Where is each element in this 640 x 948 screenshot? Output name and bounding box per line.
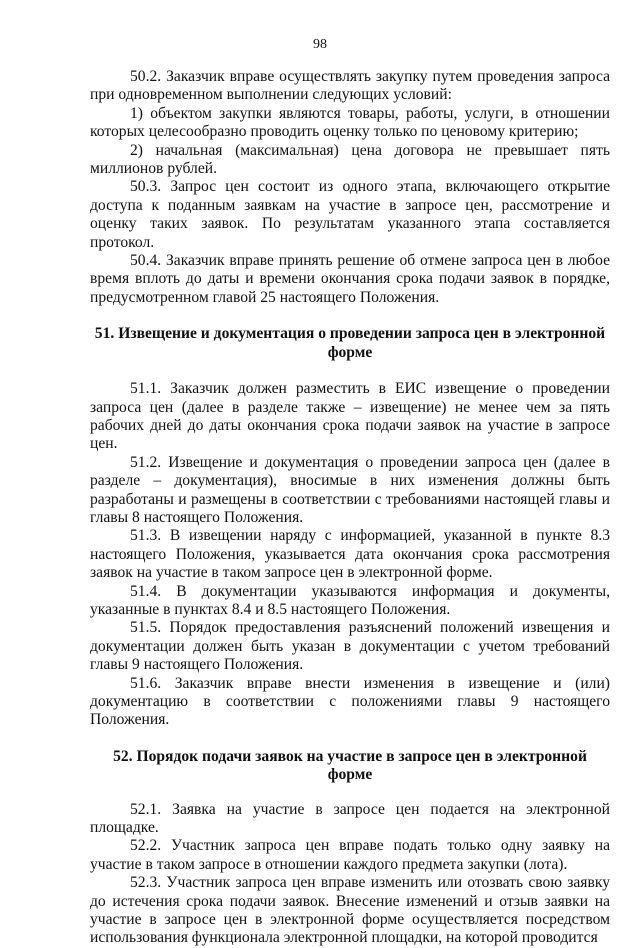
paragraph-51-5: 51.5. Порядок предоставления разъяснений положений извещения и документации должен быть указан в документации с учетом требований главы 9 настоящего Положения.	[90, 619, 610, 674]
paragraph-51-2: 51.2. Извещение и документация о проведении запроса цен (далее в разделе – документация), вносимые в них изменения должны быть разработаны и размещены в соответствии с требованиями настоящей главы и главы 8 настоящего Положения.	[90, 453, 610, 526]
paragraph-52-2: 52.2. Участник запроса цен вправе подать только одну заявку на участие в таком запросе в отношении каждого предмета закупки (лота).	[90, 837, 610, 873]
paragraph-51-6: 51.6. Заказчик вправе внести изменения в извещение и (или) документацию в соответствии с положениями главы 9 настоящего Положения.	[90, 674, 610, 729]
paragraph-50-3: 50.3. Запрос цен состоит из одного этапа, включающего открытие доступа к поданным заявкам на участие в запросе цен, рассмотрение и оценку таких заявок. По результатам указанного этапа составляется протокол.	[90, 178, 610, 251]
section-heading-51: 51. Извещение и документация о проведении запроса цен в электронной форме	[94, 325, 606, 361]
paragraph-51-3: 51.3. В извещении наряду с информацией, указанной в пункте 8.3 настоящего Положения, указывается дата окончания срока рассмотрения заявок на участие в таком запросе цен в электронной форме.	[90, 527, 610, 582]
paragraph-50-2-condition-1: 1) объектом закупки являются товары, работы, услуги, в отношении которых целесообразно проводить оценку только по ценовому критерию;	[90, 104, 610, 141]
paragraph-50-4: 50.4. Заказчик вправе принять решение об отмене запроса цен в любое время вплоть до даты и времени окончания срока подачи заявок в порядке, предусмотренном главой 25 настоящего Положения.	[90, 252, 610, 306]
paragraph-51-1: 51.1. Заказчик должен разместить в ЕИС извещение о проведении запроса цен (далее в разделе также – извещение) не менее чем за пять рабочих дней до даты окончания срока подачи заявок на участие в запросе цен.	[90, 380, 610, 453]
paragraph-50-2: 50.2. Заказчик вправе осуществлять закупку путем проведения запроса при одновременном выполнении следующих условий:	[90, 68, 610, 104]
document-body	[90, 68, 610, 948]
section-heading-52: 52. Порядок подачи заявок на участие в запросе цен в электронной форме	[113, 747, 587, 784]
page-number: 98	[313, 37, 327, 52]
paragraph-51-4: 51.4. В документации указываются информация и документы, указанные в пунктах 8.4 и 8.5 настоящего Положения.	[90, 582, 610, 618]
paragraph-52-3: 52.3. Участник запроса цен вправе изменить или отозвать свою заявку до истечения срока подачи заявок. Внесение изменений и отзыв заявки на участие в запросе цен в электронной форме осуществляется посредством использования функционала электронной площадки, на которой проводится	[90, 874, 610, 947]
paragraph-50-2-condition-2: 2) начальная (максимальная) цена договора не превышает пять миллионов рублей.	[90, 141, 610, 178]
paragraph-52-1: 52.1. Заявка на участие в запросе цен подается на электронной площадке.	[90, 800, 610, 837]
